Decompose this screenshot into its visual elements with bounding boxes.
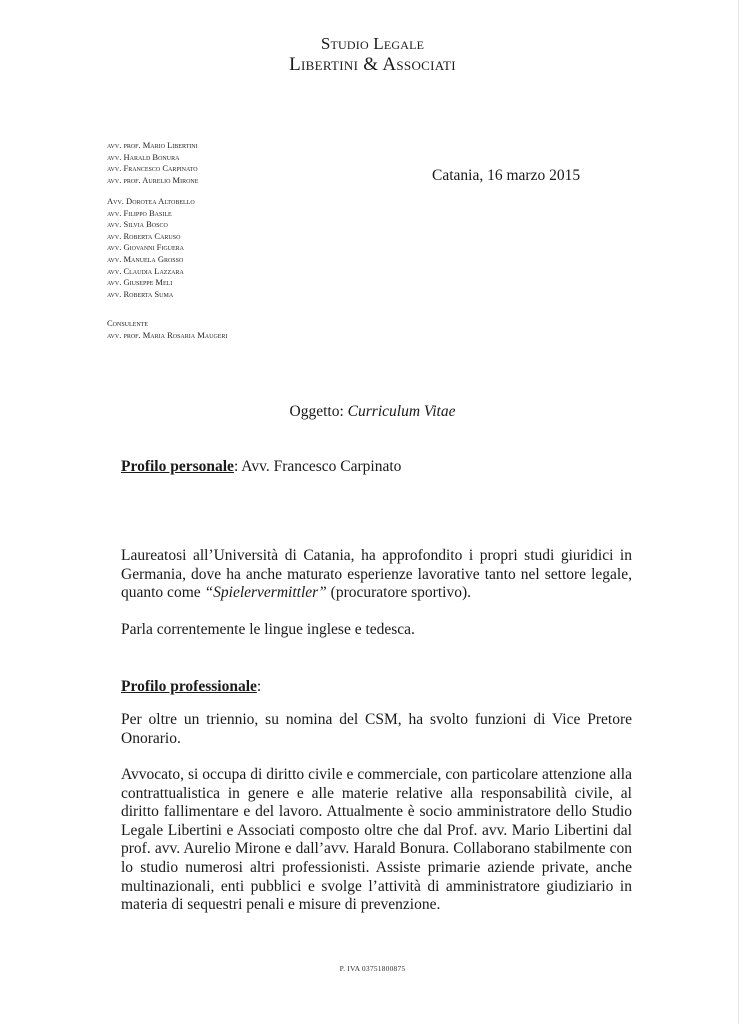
professional-profile-heading bbox=[121, 678, 261, 696]
subject-label: Oggetto: bbox=[289, 403, 344, 420]
letterhead-line1: Studio Legale bbox=[320, 34, 425, 53]
member-name: avv. Silvia Bosco bbox=[107, 219, 168, 230]
paragraph-education bbox=[121, 547, 632, 603]
paragraph-education-text: Laureatosi all’Università di Catania, ha approfondito i propri studi giuridici in Germania, dove ha anche maturato esperienze lavorative tanto nel settore legale, quanto come bbox=[121, 547, 632, 602]
members-list-partners bbox=[107, 140, 198, 186]
members-list-associates bbox=[107, 196, 195, 300]
member-name: Avv. Dorotea Altobello bbox=[107, 196, 195, 206]
letter-date: Catania, 16 marzo 2015 bbox=[432, 167, 581, 184]
personal-heading-colon: : bbox=[233, 458, 239, 475]
letterhead bbox=[0, 34, 745, 76]
personal-heading-label: Profilo personale bbox=[121, 458, 234, 475]
vat-number: P. IVA 03751800875 bbox=[339, 964, 406, 973]
consultant-name: avv. prof. Maria Rosaria Maugeri bbox=[107, 329, 228, 340]
paragraph-languages: Parla correntemente le lingue inglese e tedesca. bbox=[121, 621, 415, 638]
scan-edge-line bbox=[738, 0, 739, 1024]
member-name: avv. Harald Bonura bbox=[107, 151, 180, 162]
member-name: avv. prof. Mario Libertini bbox=[107, 140, 198, 150]
paragraph-education-italic: “Spielervermittler” bbox=[204, 584, 327, 602]
professional-heading-label: Profilo professionale bbox=[121, 678, 257, 695]
paragraph-practice: Avvocato, si occupa di diritto civile e commerciale, con particolare attenzione alla contrattualistica in genere e alle materie relative alla responsabilità civile, al diritto fallimentare e del lavoro. Attualmente è socio amministratore dello Studio Legale Libertini e Associati composto oltre che dal Prof. avv. Mario Libertini dal prof. avv. Aurelio Mirone e dall’avv. Harald Bonura. Collaborano stabilmente con lo studio numerosi altri professionisti. Assiste primarie aziende private, anche multinazionali, enti pubblici e svolge l’attività di amministratore giudiziario in materia di sequestri penali e misure di prevenzione. bbox=[121, 766, 632, 914]
consultant-label: Consulente bbox=[107, 318, 148, 328]
member-name: avv. Manuela Grosso bbox=[107, 253, 184, 264]
member-name: avv. Roberta Suma bbox=[107, 288, 174, 299]
member-name: avv. Francesco Carpinato bbox=[107, 163, 198, 174]
paragraph-vice-pretore: Per oltre un triennio, su nomina del CSM, ha svolto funzioni di Vice Pretore Onorario. bbox=[121, 711, 632, 747]
member-name: avv. prof. Aurelio Mirone bbox=[107, 174, 199, 185]
member-name: avv. Claudia Lazzara bbox=[107, 265, 184, 276]
member-name: avv. Giovanni Figuera bbox=[107, 242, 185, 253]
subject-line bbox=[0, 403, 745, 421]
professional-heading-colon: : bbox=[256, 678, 262, 695]
member-name: avv. Roberta Caruso bbox=[107, 230, 181, 241]
letterhead-line2: Libertini & Associati bbox=[289, 54, 456, 75]
subject-title: Curriculum Vitae bbox=[347, 403, 456, 420]
member-name: avv. Filippo Basile bbox=[107, 207, 172, 218]
consultant-block bbox=[107, 318, 227, 341]
personal-profile-heading bbox=[121, 458, 401, 476]
member-name: avv. Giuseppe Meli bbox=[107, 277, 173, 288]
personal-profile-name: Avv. Francesco Carpinato bbox=[241, 458, 402, 475]
paragraph-education-tail: (procuratore sportivo). bbox=[326, 584, 471, 602]
